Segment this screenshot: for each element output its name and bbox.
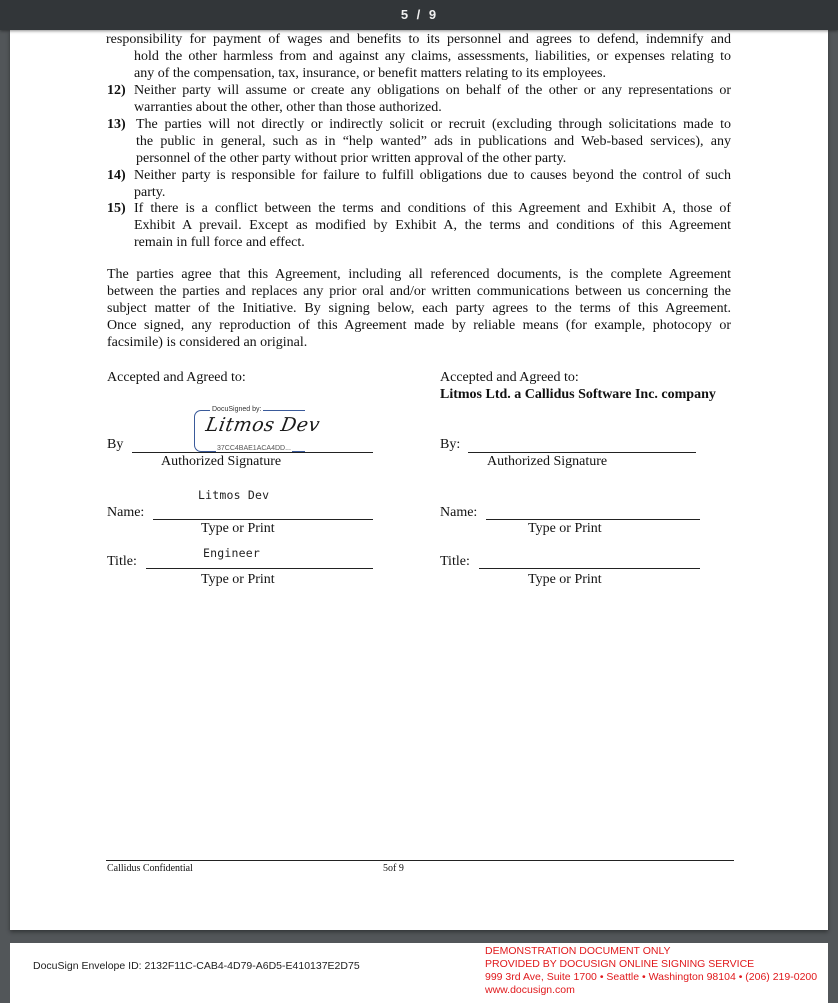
clause-line: hold the other harmless from and against any claims, assessments, liabilities, or expenses relating to bbox=[134, 49, 731, 64]
clause-number: 13) bbox=[107, 117, 126, 132]
clause-line: If there is a conflict between the terms and conditions of this Agreement and Exhibit A, those of bbox=[134, 201, 731, 216]
company-name: Litmos Ltd. a Callidus Software Inc. company bbox=[440, 387, 716, 402]
clause-number: 14) bbox=[107, 168, 126, 183]
docusign-footer-page bbox=[10, 943, 828, 1003]
clause-line: the public in general, such as in “help wanted” ads in publications and Web-based services), any bbox=[136, 134, 731, 149]
clause-number: 12) bbox=[107, 83, 126, 98]
title-hint-left: Type or Print bbox=[201, 572, 275, 587]
title-label-right: Title: bbox=[440, 554, 470, 569]
name-hint-right: Type or Print bbox=[528, 521, 602, 536]
clause-line: personnel of the other party without prior written approval of the other party. bbox=[136, 151, 567, 166]
authorized-signature-right: Authorized Signature bbox=[487, 454, 608, 469]
footer-confidential: Callidus Confidential bbox=[107, 863, 193, 874]
clause-number: 15) bbox=[107, 201, 126, 216]
demo-notice-line: DEMONSTRATION DOCUMENT ONLY bbox=[485, 945, 671, 957]
docusign-url: www.docusign.com bbox=[485, 984, 575, 996]
title-value-left: Engineer bbox=[203, 546, 260, 560]
demo-notice-line: PROVIDED BY DOCUSIGN ONLINE SIGNING SERVICE bbox=[485, 958, 755, 970]
title-line-right bbox=[479, 568, 700, 569]
clause-line: Neither party is responsible for failure to fulfill obligations due to causes beyond the control of such bbox=[134, 168, 731, 183]
accepted-label-left: Accepted and Agreed to: bbox=[107, 370, 246, 385]
title-hint-right: Type or Print bbox=[528, 572, 602, 587]
name-value-left: Litmos Dev bbox=[198, 488, 270, 502]
title-line-left bbox=[146, 568, 373, 569]
closing-paragraph-line: The parties agree that this Agreement, including all referenced documents, is the complete Agreement bbox=[107, 267, 731, 282]
demo-address-line: 999 3rd Ave, Suite 1700 • Seattle • Washington 98104 • (206) 219-0200 bbox=[485, 971, 818, 983]
docusign-id: 37CC4BAE1ACA4DD... bbox=[217, 445, 291, 452]
clause-line: Neither party will assume or create any obligations on behalf of the other or any representations or bbox=[134, 83, 731, 98]
clause-line: Exhibit A prevail. Except as modified by Exhibit A, the terms and conditions of this Agreement bbox=[134, 218, 731, 233]
clause-line: party. bbox=[134, 185, 166, 200]
by-label-right: By: bbox=[440, 437, 461, 452]
by-label-left: By bbox=[107, 437, 124, 452]
closing-paragraph-line: subject matter of the Initiative. By signing below, each party agrees to the terms of this Agreement. bbox=[107, 301, 731, 316]
accepted-label-right: Accepted and Agreed to: bbox=[440, 370, 579, 385]
footer-page-number: 5of 9 bbox=[383, 863, 404, 874]
footer-rule bbox=[106, 860, 734, 861]
name-hint-left: Type or Print bbox=[201, 521, 275, 536]
docusign-header: DocuSigned by: bbox=[212, 406, 262, 413]
clause-line: any of the compensation, tax, insurance, or benefit matters relating to its employees. bbox=[134, 66, 606, 81]
clause-line: The parties will not directly or indirectly solicit or recruit (excluding through solicitations made to bbox=[136, 117, 731, 132]
closing-paragraph-line: between the parties and replaces any prior oral and/or written communications between us concerning the bbox=[107, 284, 731, 299]
name-label-left: Name: bbox=[107, 505, 145, 520]
clause-line: remain in full force and effect. bbox=[134, 235, 305, 250]
name-label-right: Name: bbox=[440, 505, 478, 520]
envelope-id: DocuSign Envelope ID: 2132F11C-CAB4-4D79-A6D5-E410137E2D75 bbox=[33, 960, 360, 972]
document-page bbox=[10, 30, 828, 930]
page-indicator: 5 / 9 bbox=[0, 0, 838, 30]
closing-paragraph-line: Once signed, any reproduction of this Agreement made by reliable means (for example, photocopy or bbox=[107, 318, 731, 333]
clause-line: responsibility for payment of wages and benefits to its personnel and agrees to defend, indemnify and bbox=[106, 32, 731, 47]
closing-paragraph-line: facsimile) is considered an original. bbox=[107, 335, 308, 350]
title-label-left: Title: bbox=[107, 554, 137, 569]
signature-image: Litmos Dev bbox=[204, 414, 322, 436]
authorized-signature-left: Authorized Signature bbox=[161, 454, 282, 469]
clause-line: warranties about the other, other than those authorized. bbox=[134, 100, 442, 115]
